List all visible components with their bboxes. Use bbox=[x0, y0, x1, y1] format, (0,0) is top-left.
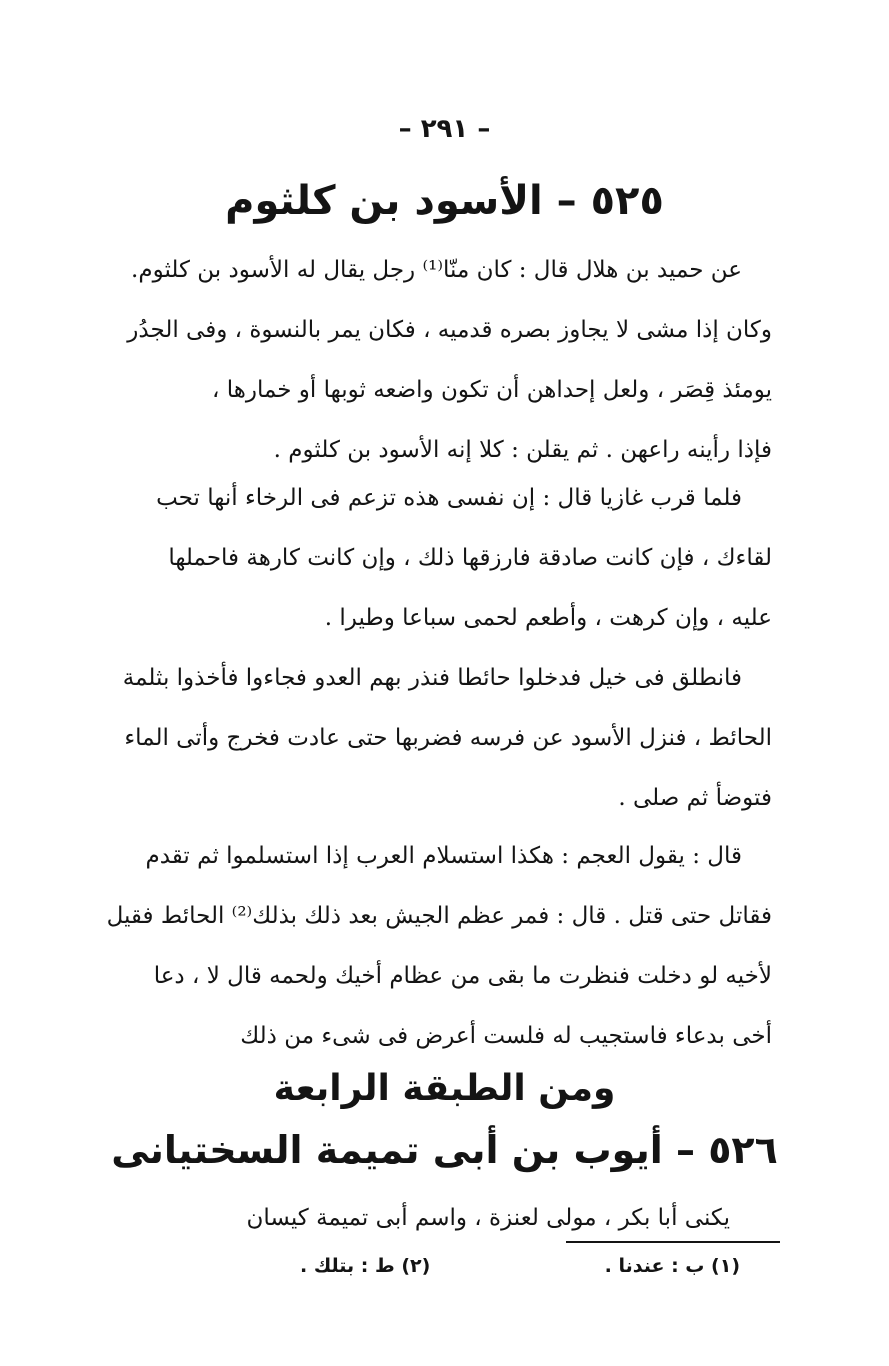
paragraph-4 bbox=[106, 826, 772, 1066]
paragraph-1 bbox=[112, 240, 772, 480]
text-line: عليه ، وإن كرهت ، وأطعم لحمى سباعا وطيرا . bbox=[324, 605, 772, 631]
text-line: قال : يقول العجم : هكذا استسلام العرب إذا استسلموا ثم تقدم bbox=[145, 843, 742, 869]
text-line: لقاءك ، فإن كانت صادقة فارزقها ذلك ، وإن كانت كارهة فاحملها bbox=[168, 545, 772, 571]
text-line: الحائط ، فنزل الأسود عن فرسه فضربها حتى عادت فخرج وأتى الماء bbox=[124, 725, 772, 751]
paragraph-2 bbox=[112, 468, 772, 648]
text-line: فلما قرب غازيا قال : إن نفسى هذه تزعم فى الرخاء أنها تحب bbox=[156, 485, 742, 511]
paragraph-3 bbox=[112, 648, 772, 828]
text-line: أخى بدعاء فاستجيب له فلست أعرض فى شىء من ذلك bbox=[240, 1023, 772, 1049]
entry-526-title: ٥٢٦ – أيوب بن أبى تميمة السختيانى bbox=[111, 1128, 778, 1172]
entry-525-title: ٥٢٥ – الأسود بن كلثوم bbox=[225, 178, 664, 224]
text-line: يومئذ قِصَر ، ولعل إحداهن أن تكون واضعه ثوبها أو خمارها ، bbox=[211, 377, 772, 403]
text-line: فإذا رأينه راعهن . ثم يقلن : كلا إنه الأسود بن كلثوم . bbox=[273, 437, 772, 463]
text-line: فانطلق فى خيل فدخلوا حائطا فنذر بهم العدو فجاءوا فأخذوا بثلمة bbox=[122, 665, 742, 691]
footnote-divider bbox=[566, 1241, 780, 1243]
page-number: – ٢٩١ – bbox=[398, 114, 491, 144]
text-line: فقاتل حتى قتل . قال : فمر عظم الجيش بعد ذلك بذلك⁽²⁾ الحائط فقيل bbox=[106, 903, 772, 929]
text-line: وكان إذا مشى لا يجاوز بصره قدميه ، فكان يمر بالنسوة ، وفى الجدُر bbox=[127, 317, 772, 343]
text-line: يكنى أبا بكر ، مولى لعنزة ، واسم أبى تميمة كيسان bbox=[246, 1205, 730, 1231]
text-line: عن حميد بن هلال قال : كان منّا⁽¹⁾ رجل يقال له الأسود بن كلثوم. bbox=[131, 257, 742, 283]
text-line: لأخيه لو دخلت فنظرت ما بقى من عظام أخيك ولحمه قال لا ، دعا bbox=[153, 963, 772, 989]
text-line: فتوضأ ثم صلى . bbox=[618, 785, 772, 811]
footnote-2: (٢) ط : بتلك . bbox=[300, 1255, 431, 1277]
footnote-1: (١) ب : عندنا . bbox=[604, 1255, 740, 1277]
paragraph-5 bbox=[230, 1188, 730, 1248]
footnotes bbox=[300, 1255, 740, 1277]
section-heading: ومن الطبقة الرابعة bbox=[273, 1068, 616, 1109]
